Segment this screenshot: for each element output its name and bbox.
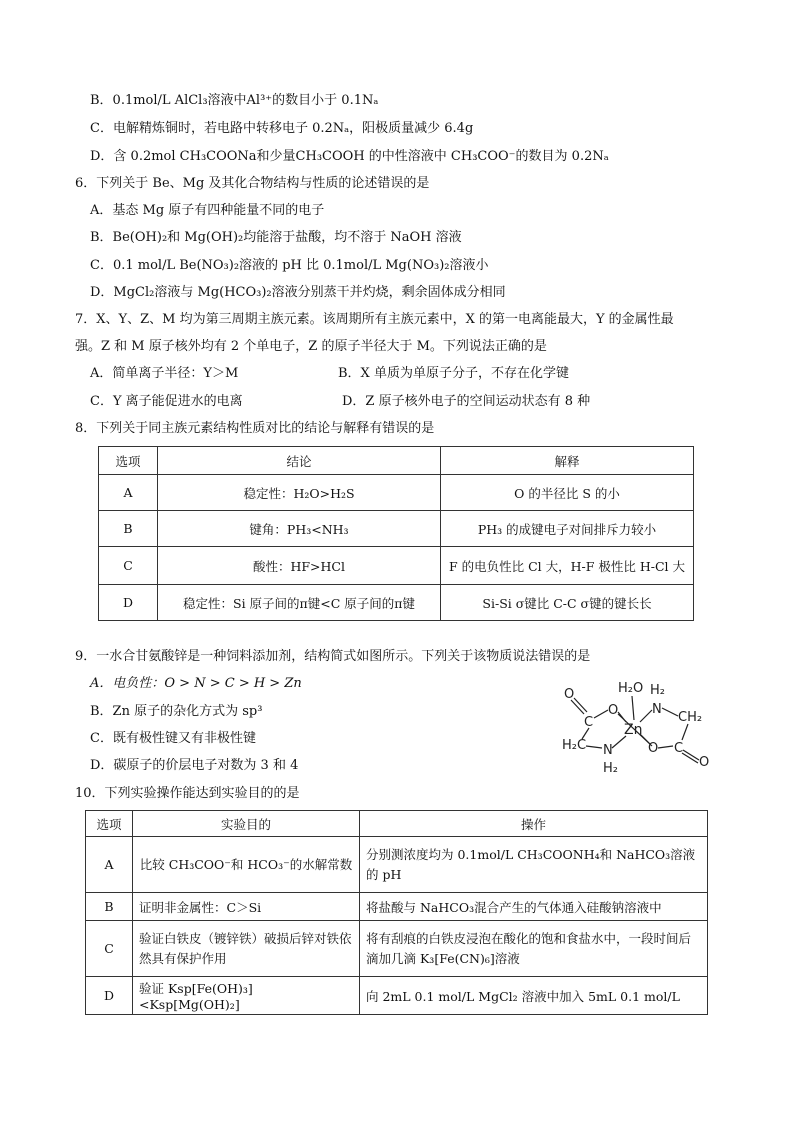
table-cell: 向 2mL 0.1 mol/L MgCl₂ 溶液中加入 5mL 0.1 mol/L — [360, 977, 708, 1015]
table-cell: F 的电负性比 Cl 大，H-F 极性比 H-Cl 大 — [441, 547, 694, 585]
atom-label: H₂C — [562, 738, 587, 753]
q7-option-c: C．Y 离子能促进水的电离 — [90, 394, 243, 409]
table-cell: 验证白铁皮（镀锌铁）破损后锌对铁依然具有保护作用 — [133, 921, 360, 977]
atom-label: H₂ — [650, 683, 665, 698]
q7-option-a: A．简单离子半径：Y＞M — [90, 366, 239, 381]
q7-stem-line1: 7．X、Y、Z、M 均为第三周期主族元素。该周期所有主族元素中，X 的第一电离能最大，Y 的金属性最 — [75, 312, 674, 327]
table-header-cell: 实验目的 — [133, 811, 360, 837]
q7-option-d: D．Z 原子核外电子的空间运动状态有 8 种 — [342, 394, 591, 409]
table-cell: 验证 Ksp[Fe(OH)₃]<Ksp[Mg(OH)₂] — [133, 977, 360, 1015]
table-cell: 将有刮痕的白铁皮浸泡在酸化的饱和食盐水中，一段时间后滴加几滴 K₃[Fe(CN)₆]溶液 — [360, 921, 708, 977]
table-cell: B — [99, 511, 158, 547]
table-cell: 将盐酸与 NaHCO₃混合产生的气体通入硅酸钠溶液中 — [360, 893, 708, 921]
atom-label: O — [564, 687, 575, 702]
table-header-cell: 操作 — [360, 811, 708, 837]
table-cell: Si-Si σ键比 C-C σ键的键长长 — [441, 585, 694, 621]
q5-option-c: C．电解精炼铜时，若电路中转移电子 0.2Nₐ，阳极质量减少 6.4g — [90, 121, 474, 136]
table-row — [99, 585, 694, 621]
atom-label: O — [699, 755, 710, 770]
q8-table — [98, 446, 694, 621]
table-cell: O 的半径比 S 的小 — [441, 475, 694, 511]
q6-option-b: B．Be(OH)₂和 Mg(OH)₂均能溶于盐酸，均不溶于 NaOH 溶液 — [90, 230, 462, 245]
table-header-cell: 选项 — [99, 447, 158, 475]
q9-option-c: C．既有极性键又有非极性键 — [90, 731, 256, 746]
atom-label: O — [608, 703, 619, 718]
table-cell: C — [86, 921, 133, 977]
table-row — [99, 475, 694, 511]
atom-label: H₂ — [603, 761, 618, 776]
table-row — [86, 837, 708, 893]
table-row — [99, 547, 694, 585]
atom-label: C — [674, 741, 684, 756]
atom-label: H₂O — [618, 681, 644, 696]
q9-option-a: A．电负性：O > N > C > H > Zn — [90, 676, 302, 691]
table-row — [86, 921, 708, 977]
q9-option-b: B．Zn 原子的杂化方式为 sp³ — [90, 704, 263, 719]
q6-option-d: D．MgCl₂溶液与 Mg(HCO₃)₂溶液分别蒸干并灼烧，剩余固体成分相同 — [90, 285, 506, 300]
atom-label: C — [584, 715, 594, 730]
table-cell: D — [99, 585, 158, 621]
q6-option-c: C．0.1 mol/L Be(NO₃)₂溶液的 pH 比 0.1mol/L Mg(NO₃)₂溶液小 — [90, 258, 489, 273]
atom-label: N — [652, 702, 662, 717]
atom-label: O — [648, 741, 659, 756]
table-cell: A — [99, 475, 158, 511]
table-cell: 键角：PH₃<NH₃ — [158, 511, 441, 547]
table-header-cell: 选项 — [86, 811, 133, 837]
table-cell: 稳定性：Si 原子间的π键<C 原子间的π键 — [158, 585, 441, 621]
table-row — [86, 893, 708, 921]
q6-option-a: A．基态 Mg 原子有四种能量不同的电子 — [90, 203, 325, 218]
table-header-cell: 解释 — [441, 447, 694, 475]
table-cell: C — [99, 547, 158, 585]
table-cell: A — [86, 837, 133, 893]
table-cell: 酸性：HF>HCl — [158, 547, 441, 585]
table-cell: B — [86, 893, 133, 921]
table-cell: 证明非金属性：C＞Si — [133, 893, 360, 921]
q8-stem: 8．下列关于同主族元素结构性质对比的结论与解释有错误的是 — [75, 421, 435, 436]
table-row — [86, 977, 708, 1015]
atom-label: Zn — [624, 722, 643, 738]
table-cell: 稳定性：H₂O>H₂S — [158, 475, 441, 511]
table-cell: 比较 CH₃COO⁻和 HCO₃⁻的水解常数 — [133, 837, 360, 893]
q9-option-d: D．碳原子的价层电子对数为 3 和 4 — [90, 758, 299, 773]
table-cell: PH₃ 的成键电子对间排斥力较小 — [441, 511, 694, 547]
table-header-row — [99, 447, 694, 475]
q6-stem: 6．下列关于 Be、Mg 及其化合物结构与性质的论述错误的是 — [75, 176, 430, 191]
table-cell: 分别测浓度均为 0.1mol/L CH₃COONH₄和 NaHCO₃溶液的 pH — [360, 837, 708, 893]
zinc-glycinate-structure — [556, 676, 716, 776]
table-row — [99, 511, 694, 547]
atom-label: N — [603, 743, 613, 758]
q9-stem: 9．一水合甘氨酸锌是一种饲料添加剂，结构简式如图所示。下列关于该物质说法错误的是 — [75, 649, 591, 664]
table-cell: D — [86, 977, 133, 1015]
q7-stem-line2: 强。Z 和 M 原子核外均有 2 个单电子，Z 的原子半径大于 M。下列说法正确的是 — [75, 339, 547, 354]
q10-stem: 10．下列实验操作能达到实验目的的是 — [75, 786, 300, 801]
table-header-cell: 结论 — [158, 447, 441, 475]
q7-option-b: B．X 单质为单原子分子，不存在化学键 — [338, 366, 569, 381]
table-header-row — [86, 811, 708, 837]
q5-option-b: B．0.1mol/L AlCl₃溶液中Al³⁺的数目小于 0.1Nₐ — [90, 93, 379, 108]
q5-option-d: D．含 0.2mol CH₃COONa和少量CH₃COOH 的中性溶液中 CH₃COO⁻的数目为 0.2Nₐ — [90, 149, 609, 164]
q10-table — [85, 810, 708, 1015]
atom-label: CH₂ — [678, 710, 703, 725]
